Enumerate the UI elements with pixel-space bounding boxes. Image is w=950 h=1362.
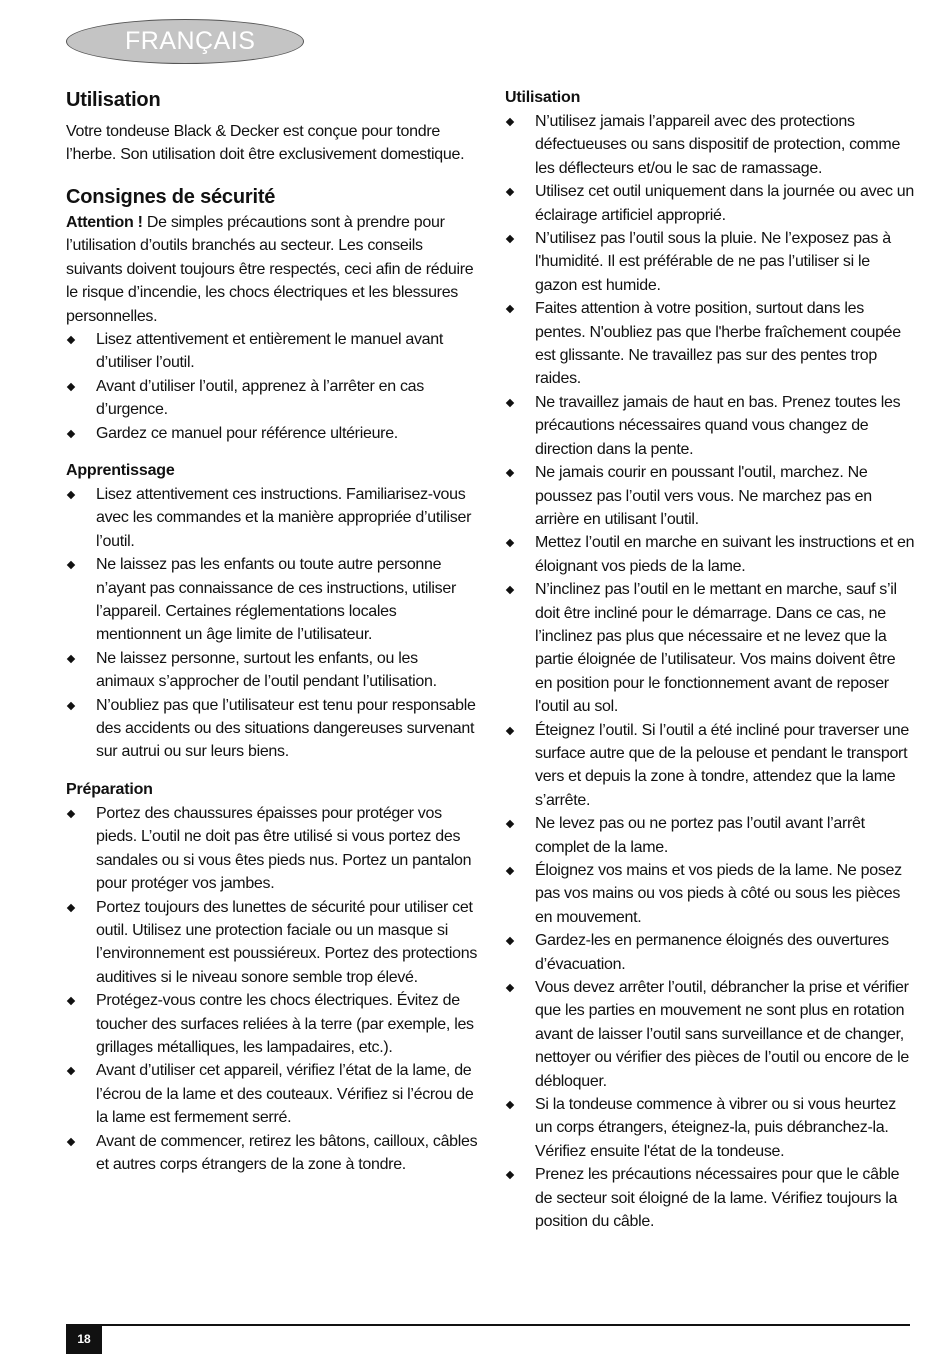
section-title-utilisation: Utilisation [66,89,161,111]
list-item: Vous devez arrêter l’outil, débrancher la prise et vérifier que les parties en mouvement ne sont plus en rotation avant de laisser l’outil sans surveillance et de changer, nettoyer ou vérifier des pièces de l’outil ou encore de le débloquer. [505,976,915,1093]
list-item: Gardez-les en permanence éloignés des ouvertures d’évacuation. [505,929,915,976]
diamond-bullet-icon [506,726,514,734]
footer-rule [102,1324,910,1326]
section-title-safety: Consignes de sécurité [66,186,276,208]
diamond-bullet-icon [67,997,75,1005]
diamond-bullet-icon [67,903,75,911]
page-number: 18 [66,1324,102,1354]
list-item: Avant de commencer, retirez les bâtons, cailloux, câbles et autres corps étrangers de la zone à tondre. [66,1130,478,1177]
diamond-bullet-icon [506,399,514,407]
utilisation-paragraph: Votre tondeuse Black & Decker est conçue pour tondre l’herbe. Son utilisation doit être exclusivement domestique. [66,123,465,164]
diamond-bullet-icon [506,188,514,196]
list-item: Ne laissez pas les enfants ou toute autre personne n’ayant pas connaissance de ces instructions, utiliser l’appareil. Certaines réglementations locales mentionnent un âge limite de l’utilisateur. [66,553,478,647]
diamond-bullet-icon [506,867,514,875]
list-item: Gardez ce manuel pour référence ultérieure. [66,422,478,445]
diamond-bullet-icon [506,937,514,945]
safety-list [66,328,478,445]
list-item: Avant d’utiliser cet appareil, vérifiez l’état de la lame, de l’écrou de la lame et des couteaux. Vérifiez si l’écrou de la lame est fermement serré. [66,1059,478,1129]
language-label: FRANÇAIS [125,27,256,55]
diamond-bullet-icon [67,383,75,391]
list-item: Prenez les précautions nécessaires pour que le câble de secteur soit éloigné de la lame. Vérifiez toujours la position du câble. [505,1163,915,1233]
diamond-bullet-icon [506,118,514,126]
list-item: Éteignez l’outil. Si l’outil a été incliné pour traverser une surface autre que de la pelouse et pendant le transport vers et depuis la zone à tondre, attendez que la lame s’arrête. [505,719,915,813]
diamond-bullet-icon [506,1171,514,1179]
diamond-bullet-icon [506,586,514,594]
diamond-bullet-icon [67,655,75,663]
list-item: N’inclinez pas l’outil en le mettant en marche, sauf s’il doit être incliné pour le démarrage. Dans ce cas, ne l’inclinez pas plus que nécessaire et ne levez que la partie éloignée de l’utilisateur. Vos mains doivent être en position pour le fonctionnement avant de reposer l'outil au sol. [505,578,915,718]
diamond-bullet-icon [67,429,75,437]
list-item: N’utilisez pas l’outil sous la pluie. Ne l’exposez pas à l'humidité. Il est préférable de ne pas l’utiliser si le gazon est humide. [505,227,915,297]
diamond-bullet-icon [506,820,514,828]
list-item: Si la tondeuse commence à vibrer ou si vous heurtez un corps étrangers, éteignez-la, puis débranchez-la. Vérifiez ensuite l'état de la tondeuse. [505,1093,915,1163]
diamond-bullet-icon [67,701,75,709]
diamond-bullet-icon [67,336,75,344]
subsection-title-preparation: Préparation [66,781,153,798]
attention-label: Attention ! [66,214,143,231]
list-item: Ne jamais courir en poussant l'outil, marchez. Ne poussez pas l’outil vers vous. Ne marchez pas en arrière en utilisant l’outil. [505,461,915,531]
apprentissage-list [66,483,478,764]
list-item: Ne laissez personne, surtout les enfants, ou les animaux s’approcher de l’outil pendant l’utilisation. [66,647,478,694]
list-item: Mettez l’outil en marche en suivant les instructions et en éloignant vos pieds de la lame. [505,531,915,578]
diamond-bullet-icon [67,561,75,569]
diamond-bullet-icon [506,539,514,547]
preparation-list [66,802,478,1177]
list-item: Ne travaillez jamais de haut en bas. Prenez toutes les précautions nécessaires quand vous changez de direction dans la pente. [505,391,915,461]
list-item: Portez des chaussures épaisses pour protéger vos pieds. L’outil ne doit pas être utilisé si vous portez des sandales ou si vous êtes pieds nus. Portez un pantalon pour protéger vos jambes. [66,802,478,896]
utilisation-list [505,110,915,1234]
diamond-bullet-icon [506,1101,514,1109]
list-item: N’utilisez jamais l’appareil avec des protections défectueuses ou sans dispositif de protection, comme les déflecteurs et/ou le sac de ramassage. [505,110,915,180]
list-item: Utilisez cet outil uniquement dans la journée ou avec un éclairage artificiel approprié. [505,180,915,227]
list-item: Avant d’utiliser l’outil, apprenez à l’arrêter en cas d’urgence. [66,375,478,422]
subsection-title-apprentissage: Apprentissage [66,462,175,479]
list-item: Ne levez pas ou ne portez pas l’outil avant l’arrêt complet de la lame. [505,812,915,859]
diamond-bullet-icon [506,235,514,243]
diamond-bullet-icon [67,810,75,818]
list-item: Lisez attentivement ces instructions. Familiarisez-vous avec les commandes et la manière appropriée d’utiliser l’outil. [66,483,478,553]
list-item: Protégez-vous contre les chocs électriques. Évitez de toucher des surfaces reliées à la terre (par exemple, les grillages métalliques, les lampadaires, etc.). [66,989,478,1059]
diamond-bullet-icon [506,305,514,313]
diamond-bullet-icon [67,1067,75,1075]
list-item: Lisez attentivement et entièrement le manuel avant d’utiliser l’outil. [66,328,478,375]
diamond-bullet-icon [67,1137,75,1145]
list-item: Portez toujours des lunettes de sécurité pour utiliser cet outil. Utilisez une protection faciale ou un masque si l’environnement est poussiéreux. Portez des protections auditives si le niveau sonore semble trop élevé. [66,896,478,990]
diamond-bullet-icon [506,469,514,477]
safety-paragraph [66,211,478,328]
subsection-title-utilisation: Utilisation [505,89,581,106]
diamond-bullet-icon [506,984,514,992]
language-badge [66,19,304,64]
list-item: Faites attention à votre position, surtout dans les pentes. N'oubliez pas que l'herbe fraîchement coupée est glissante. Ne travaillez pas sur des pentes trop raides. [505,297,915,391]
attention-text: De simples précautions sont à prendre pour l’utilisation d’outils branchés au secteur. Les conseils suivants doivent toujours être respectés, ceci afin de réduire le risque d’incendie, les chocs électriques et les blessures personnelles. [66,214,474,325]
list-item: N’oubliez pas que l’utilisateur est tenu pour responsable des accidents ou des situations dangereuses survenant sur autrui ou sur leurs biens. [66,694,478,764]
list-item: Éloignez vos mains et vos pieds de la lame. Ne posez pas vos mains ou vos pieds à côté ou sous les pièces en mouvement. [505,859,915,929]
diamond-bullet-icon [67,491,75,499]
